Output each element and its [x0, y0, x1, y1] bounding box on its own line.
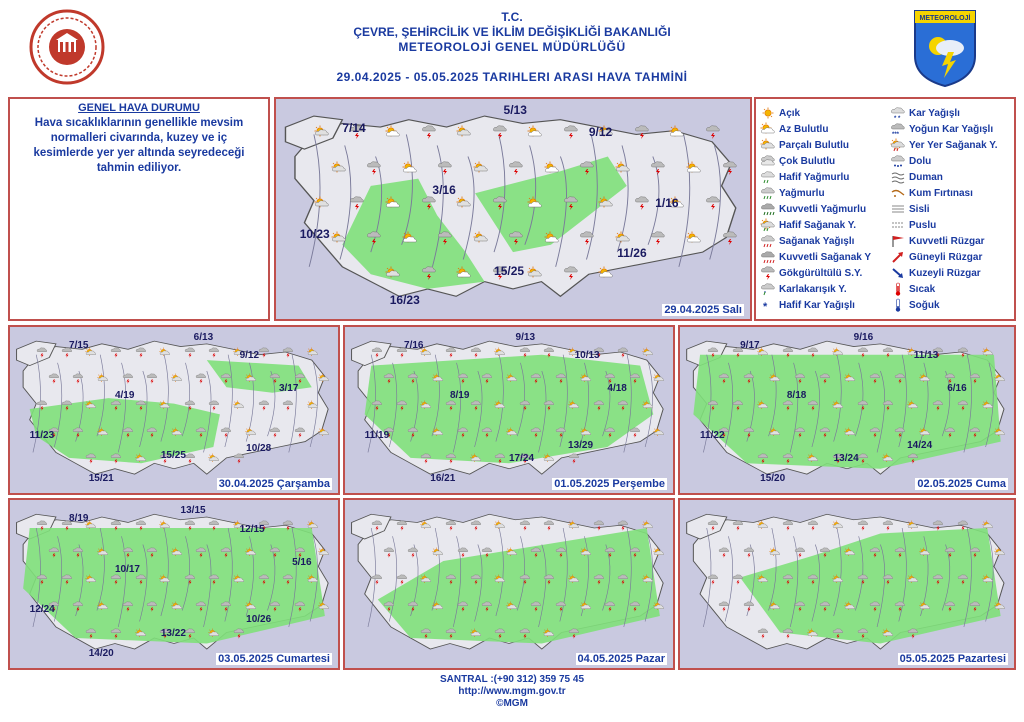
light-snow-icon — [760, 298, 776, 312]
svg-text:METEOROLOJİ: METEOROLOJİ — [919, 15, 971, 22]
map-date-label: 05.05.2025 Pazartesi — [899, 653, 1006, 665]
temperature-label: 15/20 — [760, 473, 786, 485]
cold-icon — [890, 298, 906, 312]
temperature-label: 13/29 — [568, 439, 594, 451]
map-date-label: 03.05.2025 Cumartesi — [218, 653, 330, 665]
forecast-map-day4 — [678, 325, 1016, 495]
sleet-icon — [760, 282, 776, 296]
ministry-title: ÇEVRE, ŞEHİRCİLİK VE İKLİM DEĞİŞİKLİĞİ BAKANLIĞI — [353, 25, 671, 39]
legend-item — [890, 169, 998, 185]
map-date-label: 29.04.2025 Salı — [664, 304, 742, 316]
temperature-label: 9/12 — [588, 125, 613, 140]
svg-text:***: *** — [892, 132, 900, 136]
legend-item — [760, 249, 871, 265]
legend-label: Parçalı Bulutlu — [779, 139, 850, 151]
legend-label: Puslu — [909, 219, 937, 231]
temperature-label: 9/16 — [853, 331, 874, 343]
legend-item — [760, 281, 871, 297]
forecast-map-day3 — [343, 325, 675, 495]
temperature-label: 8/18 — [786, 390, 807, 402]
fog-icon — [890, 202, 906, 216]
forecast-map-day7 — [678, 498, 1016, 670]
temperature-label: 4/19 — [114, 390, 135, 402]
page-header — [0, 0, 1024, 95]
legend-label: Yoğun Kar Yağışlı — [909, 123, 994, 135]
temperature-label: 15/21 — [88, 473, 114, 485]
heavy-shower-icon — [760, 250, 776, 264]
legend-item — [890, 281, 998, 297]
temperature-label: 8/19 — [69, 513, 89, 525]
rain-area — [693, 355, 1000, 469]
light-rain-icon — [760, 170, 776, 184]
map-date-label: 30.04.2025 Çarşamba — [218, 478, 330, 490]
ministry-seal-icon — [28, 8, 106, 86]
legend-item — [890, 233, 998, 249]
svg-text:*: * — [763, 301, 768, 312]
legend-item — [890, 137, 998, 153]
temperature-label: 11/19 — [364, 429, 390, 441]
temperature-label: 11/13 — [913, 350, 939, 362]
legend-label: Soğuk — [909, 299, 940, 311]
legend-column-left — [760, 105, 871, 313]
header-tc: T.C. — [501, 10, 523, 24]
legend-item — [760, 297, 871, 313]
temperature-label: 12/24 — [29, 604, 55, 616]
forecast-period-title: 29.04.2025 - 05.05.2025 TARIHLERI ARASI HAVA TAHMİNİ — [336, 70, 688, 84]
legend-item — [760, 217, 871, 233]
forecast-map-day6 — [343, 498, 675, 670]
haze-icon — [890, 218, 906, 232]
temperature-label: 16/21 — [430, 473, 456, 485]
temperature-label: 7/15 — [69, 340, 89, 352]
legend-label: Kuvvetli Rüzgar — [909, 235, 985, 247]
temperature-label: 11/22 — [700, 429, 725, 441]
map-date-label: 02.05.2025 Cuma — [917, 478, 1006, 490]
legend-label: Kum Fırtınası — [909, 187, 973, 199]
sun-icon — [760, 106, 776, 120]
legend-label: Gökgürültülü S.Y. — [779, 267, 863, 279]
legend-panel — [754, 97, 1016, 321]
map-date-label: 04.05.2025 Pazar — [577, 653, 665, 665]
legend-item — [760, 105, 871, 121]
temperature-label: 7/14 — [342, 121, 366, 135]
thunderstorm-icon — [760, 266, 776, 280]
temperature-label: 11/23 — [29, 429, 55, 441]
legend-item — [890, 153, 998, 169]
legend-item — [760, 169, 871, 185]
legend-label: Sıcak — [909, 283, 936, 295]
legend-column-right — [890, 105, 998, 313]
temperature-label: 10/23 — [299, 226, 330, 241]
legend-item — [890, 185, 998, 201]
partly-cloudy-icon — [760, 138, 776, 152]
legend-label: Hafif Sağanak Y. — [779, 219, 857, 231]
temperature-label: 12/15 — [239, 523, 265, 535]
light-shower-icon — [760, 218, 776, 232]
temperature-label: 15/25 — [160, 449, 186, 461]
legend-label: Sisli — [909, 203, 930, 215]
forecast-map-day5 — [8, 498, 340, 670]
forecast-map-day2 — [8, 325, 340, 495]
legend-label: Açık — [779, 107, 801, 119]
hail-icon — [890, 154, 906, 168]
temperature-label: 13/24 — [833, 453, 859, 465]
few-clouds-icon — [760, 122, 776, 136]
temperature-label: 17/24 — [509, 453, 535, 465]
legend-label: Az Bulutlu — [779, 123, 829, 135]
temperature-label: 3/16 — [432, 182, 456, 197]
temperature-label: 7/16 — [404, 340, 424, 352]
cloudy-icon — [760, 154, 776, 168]
temperature-label: 16/23 — [389, 292, 420, 307]
legend-label: Yer Yer Sağanak Y. — [909, 139, 998, 151]
rain-area — [23, 528, 325, 644]
snow-icon — [890, 106, 906, 120]
general-weather-panel — [8, 97, 270, 321]
temperature-label: 1/16 — [655, 195, 679, 210]
temperature-label: 14/20 — [88, 647, 114, 659]
legend-item — [760, 121, 871, 137]
temperature-label: 9/12 — [239, 350, 260, 362]
legend-label: Kar Yağışlı — [909, 107, 960, 119]
legend-item — [890, 297, 998, 313]
legend-item — [890, 249, 998, 265]
strong-wind-icon — [890, 234, 906, 248]
phone-number: SANTRAL :(+90 312) 359 75 45 — [439, 674, 585, 685]
legend-item — [890, 217, 998, 233]
heavy-rain-icon — [760, 202, 776, 216]
copyright: ©MGM — [496, 698, 528, 709]
temperature-label: 8/19 — [449, 390, 470, 402]
legend-item — [760, 201, 871, 217]
north-wind-icon — [890, 266, 906, 280]
legend-item — [760, 265, 871, 281]
legend-item — [760, 153, 871, 169]
directorate-title: METEOROLOJİ GENEL MÜDÜRLÜĞÜ — [398, 40, 626, 54]
legend-label: Kuzeyli Rüzgar — [909, 267, 981, 279]
temperature-label: 5/13 — [503, 103, 527, 118]
temperature-label: 10/26 — [246, 614, 272, 626]
temperature-label: 11/26 — [617, 246, 647, 261]
legend-label: Yağmurlu — [779, 187, 825, 199]
legend-label: Karlakarışık Y. — [779, 283, 847, 295]
legend-item — [890, 121, 998, 137]
smoke-icon — [890, 170, 906, 184]
svg-text:* *: * * — [894, 116, 901, 120]
legend-label: Sağanak Yağışlı — [779, 235, 855, 247]
legend-label: Hafif Kar Yağışlı — [779, 299, 855, 311]
temperature-label: 14/24 — [907, 439, 933, 451]
temperature-label: 10/17 — [114, 563, 140, 575]
map-date-label: 01.05.2025 Perşembe — [554, 478, 665, 490]
temperature-label: 3/17 — [278, 383, 299, 395]
scattered-shower-icon — [890, 138, 906, 152]
sandstorm-icon — [890, 186, 906, 200]
temperature-label: 13/15 — [180, 505, 206, 517]
legend-item — [890, 265, 998, 281]
temperature-label: 6/16 — [947, 383, 967, 395]
temperature-label: 10/13 — [574, 350, 600, 362]
legend-item — [890, 201, 998, 217]
legend-item — [760, 233, 871, 249]
legend-label: Güneyli Rüzgar — [909, 251, 983, 263]
legend-label: Duman — [909, 171, 943, 183]
page-footer — [0, 674, 1024, 710]
temperature-label: 5/16 — [292, 557, 312, 569]
legend-item — [890, 105, 998, 121]
temperature-label: 6/13 — [193, 331, 214, 343]
south-wind-icon — [890, 250, 906, 264]
legend-item — [760, 185, 871, 201]
rain-icon — [760, 186, 776, 200]
legend-label: Çok Bulutlu — [779, 155, 836, 167]
mgm-logo-icon — [912, 8, 978, 88]
temperature-label: 15/25 — [494, 264, 525, 278]
legend-label: Kuvvetli Sağanak Y — [779, 251, 872, 263]
legend-label: Kuvvetli Yağmurlu — [779, 203, 867, 215]
heavy-snow-icon — [890, 122, 906, 136]
forecast-map-day1 — [274, 97, 752, 321]
temperature-label: 13/22 — [160, 627, 186, 639]
shower-icon — [760, 234, 776, 248]
legend-label: Dolu — [909, 155, 932, 167]
temperature-label: 9/13 — [515, 331, 536, 343]
legend-label: Hafif Yağmurlu — [779, 171, 850, 183]
general-weather-text: Hava sıcaklıklarının genellikle mevsim normalleri civarında, kuzey ve iç kesimlerde yer yer altında seyredeceği tahmin ediliyor. — [33, 117, 245, 174]
website-link[interactable]: http://www.mgm.gov.tr — [458, 686, 566, 697]
legend-item — [760, 137, 871, 153]
temperature-label: 9/17 — [740, 340, 760, 352]
general-weather-title: GENEL HAVA DURUMU — [78, 102, 200, 114]
hot-icon — [890, 282, 906, 296]
temperature-label: 4/18 — [607, 383, 627, 395]
temperature-label: 10/28 — [246, 443, 272, 455]
